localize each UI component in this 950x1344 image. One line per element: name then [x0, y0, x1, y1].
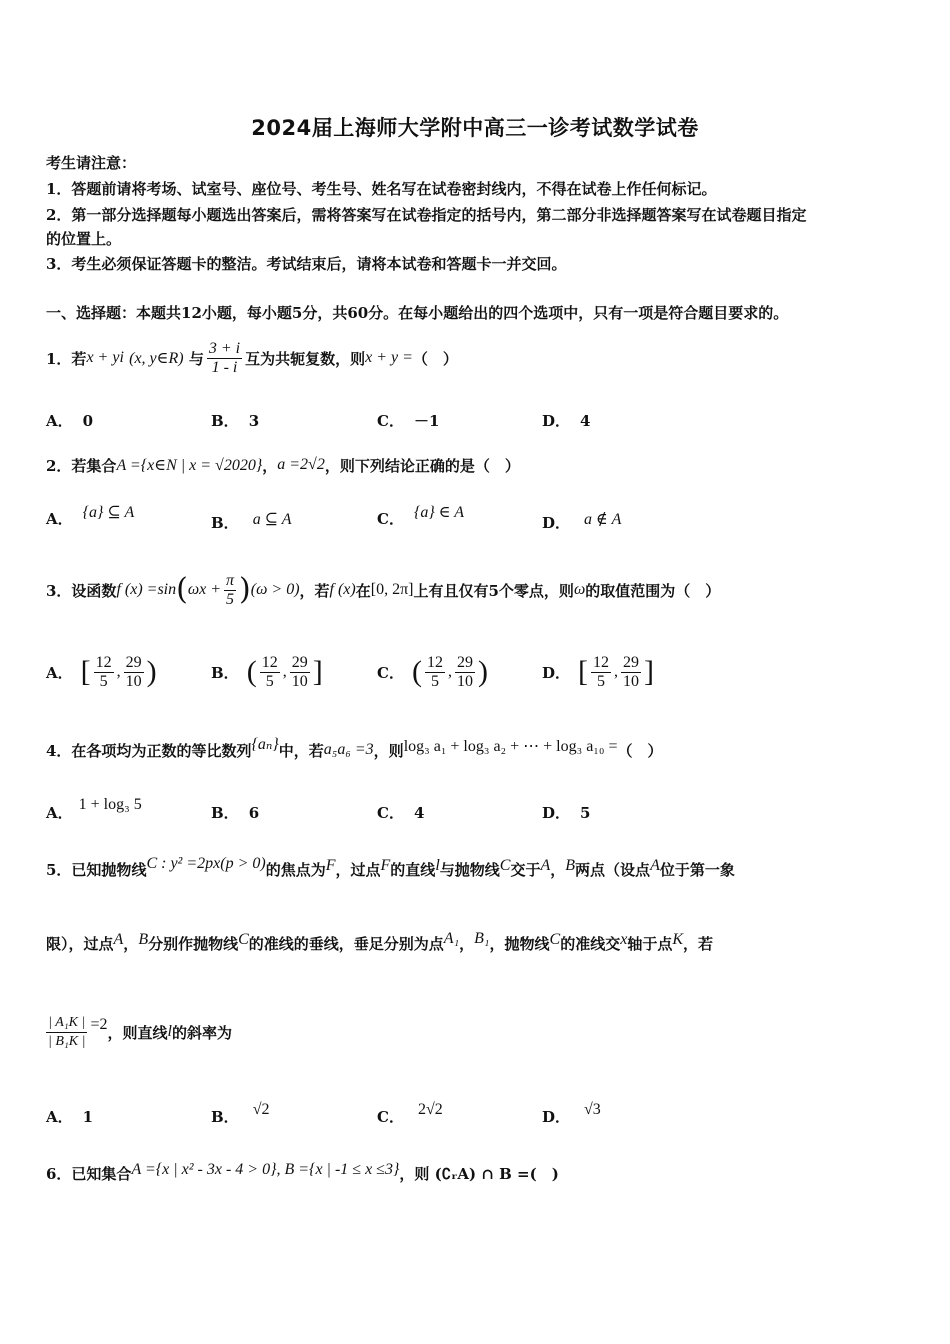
question-2: [46, 450, 520, 480]
q3-option-b[interactable]: B． ( $\frac{12}{5}$ , $\frac{29}{10}$ ]: [211, 653, 323, 690]
q1-with: 与: [188, 349, 204, 368]
question-5-line-1: 5．已知抛物线 C : y² =2px(p > 0) 的焦点为 F ，过点 F 的直线 l 与抛物线 C 交于 A ， B 两点（设点 A 位于第一象: [46, 855, 735, 879]
q3-in: 在: [355, 581, 371, 600]
q2-set-a: A ={x∈N | x = √2020}: [116, 457, 263, 474]
q3-prefix: 3．设函数: [46, 581, 117, 600]
q4-seq: {aₙ}: [251, 736, 279, 753]
q1-cond: (x, y∈R): [129, 350, 184, 367]
question-4: [46, 732, 662, 768]
q5-parabola: C : y² =2px(p > 0): [146, 855, 266, 872]
q4-option-b[interactable]: B． 6: [211, 803, 260, 822]
q4-end: （ ）: [617, 741, 663, 760]
q3-option-c[interactable]: C． ( $\frac{12}{5}$ , $\frac{29}{10}$ ): [377, 653, 488, 690]
q5-option-a[interactable]: A． 1: [46, 1107, 94, 1126]
question-5-line-2: 限），过点 A ， B 分别作抛物线 C 的准线的垂线，垂足分别为点 A₁ ， B₁ ，抛物线 C 的准线交 x 轴于点 K ，若: [46, 930, 714, 953]
q6-set-a: A ={x | x² - 3x - 4 > 0}: [131, 1161, 277, 1178]
q2-a-def: a =2√2: [277, 456, 325, 473]
q4-option-d[interactable]: D． 5: [542, 803, 591, 822]
q1-ask: x + y =: [365, 349, 413, 366]
notice-item-2-cont: 的位置上。: [46, 230, 122, 248]
q1-option-b[interactable]: B． 3: [211, 411, 260, 430]
q2-option-b[interactable]: B． a ⊆ A: [211, 510, 292, 532]
q5-ratio: $\frac{\text{| A₁K |}}{\text{| B₁K |}}$: [48, 1014, 86, 1049]
q1-frac-num: 3 + i: [208, 339, 241, 357]
q3-interval: [0, 2π]: [370, 581, 414, 598]
q2-option-a[interactable]: A． {a} ⊆ A: [46, 503, 135, 528]
q1-option-a[interactable]: A． 0: [46, 411, 94, 430]
question-3: 3．设函数 f (x) =sin ( ωx + $\frac{\pi}{5}$ ) (ω > 0) ，若 f (x) 在 [0, 2π] 上有且仅有5个零点，则 ω 的取值范围为（ ）: [46, 571, 721, 608]
q4-prefix: 4．在各项均为正数的等比数列: [46, 741, 252, 760]
q5-option-d[interactable]: D． √3: [542, 1100, 601, 1126]
q4-mid: 中，若: [278, 741, 324, 760]
q2-prefix: 2．若集合: [46, 456, 117, 475]
q5-option-c[interactable]: C． 2√2: [377, 1100, 443, 1126]
page-title: 2024届上海师大学附中高三一诊考试数学试卷: [251, 116, 699, 140]
q2-comma: ，: [262, 456, 278, 475]
q1-end: （ ）: [412, 349, 458, 368]
q1-option-c[interactable]: C． －1: [377, 412, 440, 430]
q1-fraction: [207, 340, 242, 377]
q4-then: ，则: [373, 741, 404, 760]
q3-fx2: f (x): [329, 581, 356, 598]
q1-prefix: 1．若: [46, 349, 87, 368]
q2-end: ，则下列结论正确的是（ ）: [324, 456, 520, 475]
q1-expr: x + yi: [86, 349, 124, 366]
q3-if: ，若: [299, 581, 330, 600]
q1-mid: 互为共轭复数，则: [245, 349, 366, 368]
section-choice-heading: 一、选择题：本题共12小题，每小题5分，共60分。在每小题给出的四个选项中，只有一项是符合题目要求的。: [46, 304, 789, 322]
q3-inner: ωx +: [187, 581, 222, 598]
notice-heading: 考生请注意：: [46, 154, 137, 172]
q3-cond: (ω > 0): [250, 581, 300, 598]
q4-option-a[interactable]: A． 1 + log₃ 5: [46, 795, 142, 822]
q3-end: 的取值范围为（ ）: [585, 581, 721, 600]
q3-pi-frac: $\frac{\pi}{5}$: [226, 571, 235, 608]
q5-option-b[interactable]: B． √2: [211, 1100, 270, 1126]
q3-omega: ω: [573, 581, 586, 598]
notice-item-1: 1．答题前请将考场、试室号、座位号、考生号、姓名写在试卷密封线内，不得在试卷上作任何标记。: [46, 180, 717, 198]
q3-rest: 上有且仅有5个零点，则: [413, 581, 574, 600]
q2-option-c[interactable]: C． {a} ∈ A: [377, 503, 465, 528]
notice-item-3: 3．考生必须保证答题卡的整洁。考试结束后，请将本试卷和答题卡一并交回。: [46, 255, 567, 273]
q3-option-a[interactable]: A． [ $\frac{12}{5}$ , $\frac{29}{10}$ ): [46, 653, 157, 690]
q3-option-d[interactable]: D． [ $\frac{12}{5}$ , $\frac{29}{10}$ ]: [542, 653, 655, 690]
question-1: [46, 328, 458, 388]
q3-fx: f (x) =sin: [116, 581, 177, 598]
q4-expr: log₃ a₁ + log₃ a₂ + ⋯ + log₃ a₁₀ =: [403, 738, 618, 755]
q6-set-b: , B ={x | -1 ≤ x ≤3}: [276, 1161, 400, 1178]
question-6: 6．已知集合 A ={x | x² - 3x - 4 > 0} , B ={x | -1 ≤ x ≤3} ，则 (∁ᵣA) ∩ B =( ): [46, 1161, 559, 1183]
question-5-line-3: $\frac{\text{| A₁K |}}{\text{| B₁K |}}$ =2 ，则直线 l 的斜率为: [48, 1014, 232, 1049]
q2-option-d[interactable]: D． a ∉ A: [542, 510, 622, 532]
q1-option-d[interactable]: D． 4: [542, 411, 591, 430]
q4-option-c[interactable]: C． 4: [377, 803, 425, 822]
q4-cond: a₅a₆ =3: [323, 741, 374, 758]
q1-frac-den: 1 - i: [211, 358, 238, 376]
notice-item-2: 2．第一部分选择题每小题选出答案后，需将答案写在试卷指定的括号内，第二部分非选择题答案写在试卷题目指定: [46, 206, 807, 224]
